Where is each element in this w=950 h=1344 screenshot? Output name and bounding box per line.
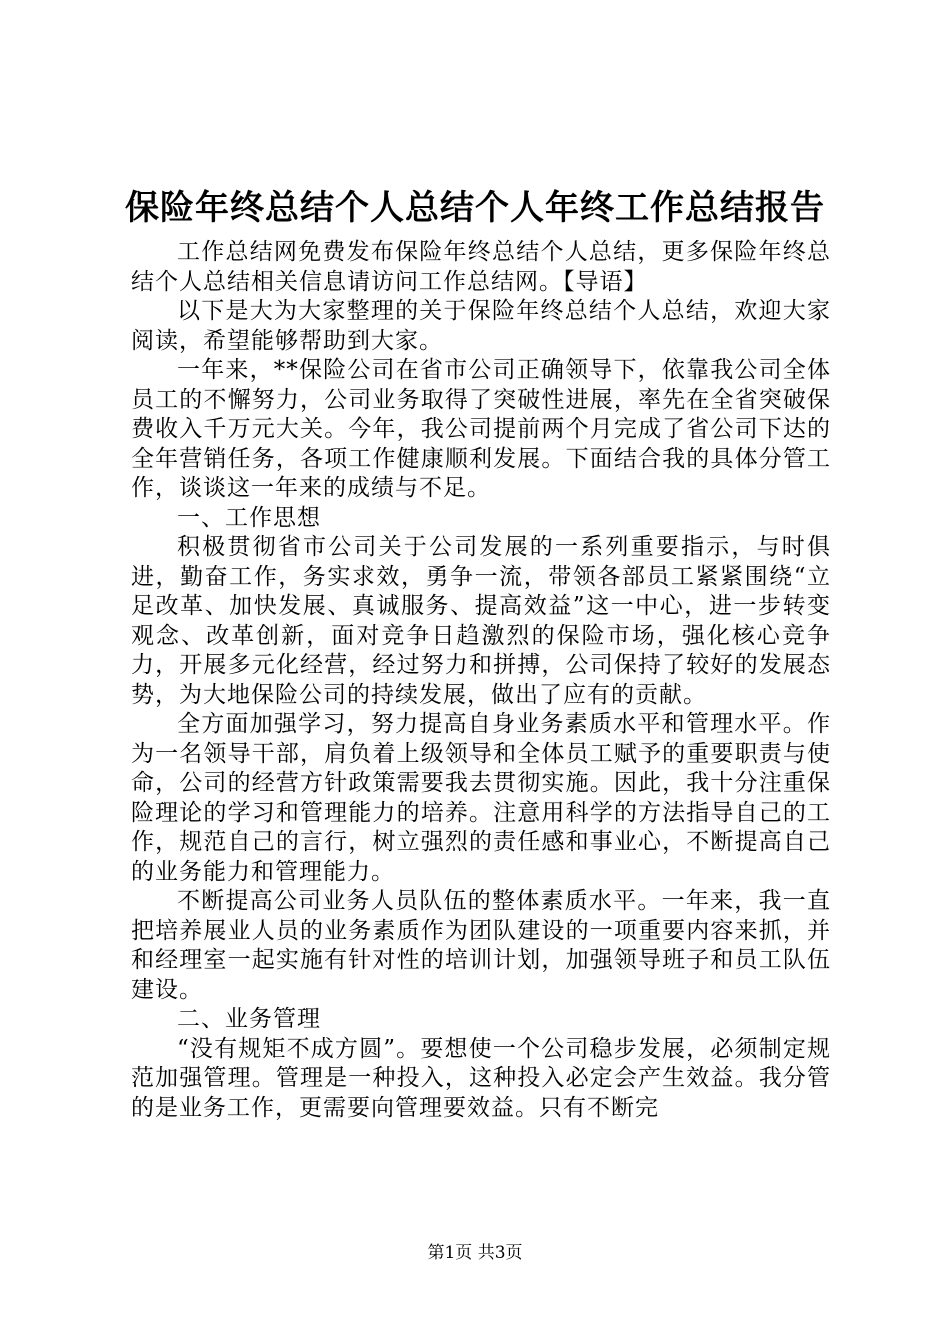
section-heading-work-thought: 一、工作思想 [177, 504, 321, 531]
paragraph-preface: 以下是大为大家整理的关于保险年终总结个人总结，欢迎大家阅读，希望能够帮助到大家。 [131, 298, 831, 354]
paragraph-study: 全方面加强学习，努力提高自身业务素质水平和管理水平。作为一名领导干部，肩负着上级领导和全体员工赋予的重要职责与使命，公司的经营方针政策需要我去贯彻实施。因此，我十分注重保险理论的学习和管理能力的培养。注意用科学的方法指导自己的工作，规范自己的言行，树立强烈的责任感和事业心，不断提高自己的业务能力和管理能力。 [131, 711, 831, 885]
paragraph-team: 不断提高公司业务人员队伍的整体素质水平。一年来，我一直把培养展业人员的业务素质作为团队建设的一项重要内容来抓，并和经理室一起实施有针对性的培训计划，加强领导班子和员工队伍建设。 [131, 888, 831, 1003]
paragraph-overview: 一年来，**保险公司在省市公司正确领导下，依靠我公司全体员工的不懈努力，公司业务取得了突破性进展，率先在全省突破保费收入千万元大关。今年，我公司提前两个月完成了省公司下达的全年营销任务，各项工作健康顺利发展。下面结合我的具体分管工作，谈谈这一年来的成绩与不足。 [131, 357, 831, 501]
page-footer: 第1页 共3页 [427, 1243, 523, 1263]
paragraph-business-management: “没有规矩不成方圆”。要想使一个公司稳步发展，必须制定规范加强管理。管理是一种投入，这种投入必定会产生效益。我分管的是业务工作，更需要向管理要效益。只有不断完 [131, 1035, 831, 1121]
paragraph-work-thought: 积极贯彻省市公司关于公司发展的一系列重要指示，与时俱进，勤奋工作，务实求效，勇争一流，带领各部员工紧紧围绕“立足改革、加快发展、真诚服务、提高效益”这一中心，进一步转变观念、改革创新，面对竞争日趋激烈的保险市场，强化核心竞争力，开展多元化经营，经过努力和拼搏，公司保持了较好的发展态势，为大地保险公司的持续发展，做出了应有的贡献。 [131, 534, 831, 708]
document-title: 保险年终总结个人总结个人年终工作总结报告 [125, 188, 825, 228]
section-heading-business-management: 二、业务管理 [177, 1006, 321, 1032]
paragraph-intro: 工作总结网免费发布保险年终总结个人总结，更多保险年终总结个人总结相关信息请访问工作总结网。【导语】 [131, 239, 831, 295]
document-body [131, 238, 831, 1123]
